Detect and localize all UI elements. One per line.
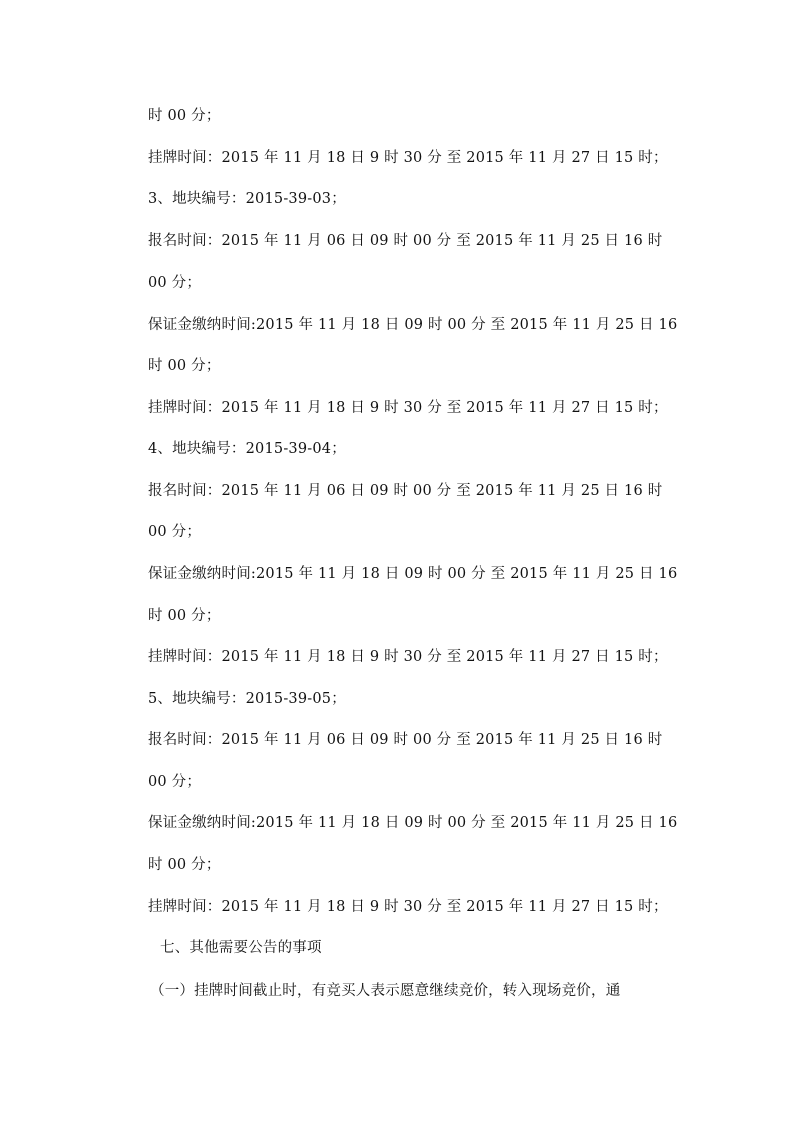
- text-line: 保证金缴纳时间:2015 年 11 月 18 日 09 时 00 分 至 2015 年 11 月 25 日 16: [148, 815, 678, 831]
- text-line: 保证金缴纳时间:2015 年 11 月 18 日 09 时 00 分 至 2015 年 11 月 25 日 16: [148, 317, 678, 333]
- text-line: 报名时间：2015 年 11 月 06 日 09 时 00 分 至 2015 年 11 月 25 日 16 时: [148, 732, 663, 748]
- text-line: 时 00 分；: [148, 608, 221, 624]
- text-line: 报名时间：2015 年 11 月 06 日 09 时 00 分 至 2015 年 11 月 25 日 16 时: [148, 483, 663, 499]
- text-line: 时 00 分；: [148, 857, 221, 873]
- text-line: 挂牌时间：2015 年 11 月 18 日 9 时 30 分 至 2015 年 11 月 27 日 15 时；: [148, 400, 668, 416]
- text-line: 挂牌时间：2015 年 11 月 18 日 9 时 30 分 至 2015 年 11 月 27 日 15 时；: [148, 649, 668, 665]
- text-line: 保证金缴纳时间:2015 年 11 月 18 日 09 时 00 分 至 2015 年 11 月 25 日 16: [148, 566, 678, 582]
- text-line: 报名时间：2015 年 11 月 06 日 09 时 00 分 至 2015 年 11 月 25 日 16 时: [148, 233, 663, 249]
- text-line: 00 分；: [148, 275, 202, 291]
- text-line: 4、地块编号：2015-39-04；: [148, 441, 346, 457]
- text-line: （一）挂牌时间截止时，有竞买人表示愿意继续竞价，转入现场竞价，通: [150, 983, 621, 999]
- section-heading: 七、其他需要公告的事项: [160, 940, 322, 956]
- text-line: 00 分；: [148, 524, 202, 540]
- text-line: 时 00 分；: [148, 108, 221, 124]
- text-line: 挂牌时间：2015 年 11 月 18 日 9 时 30 分 至 2015 年 11 月 27 日 15 时；: [148, 150, 668, 166]
- text-line: 5、地块编号：2015-39-05；: [148, 691, 346, 707]
- text-line: 3、地块编号：2015-39-03；: [148, 191, 346, 207]
- text-line: 时 00 分；: [148, 358, 221, 374]
- text-line: 00 分；: [148, 774, 202, 790]
- text-line: 挂牌时间：2015 年 11 月 18 日 9 时 30 分 至 2015 年 11 月 27 日 15 时；: [148, 899, 668, 915]
